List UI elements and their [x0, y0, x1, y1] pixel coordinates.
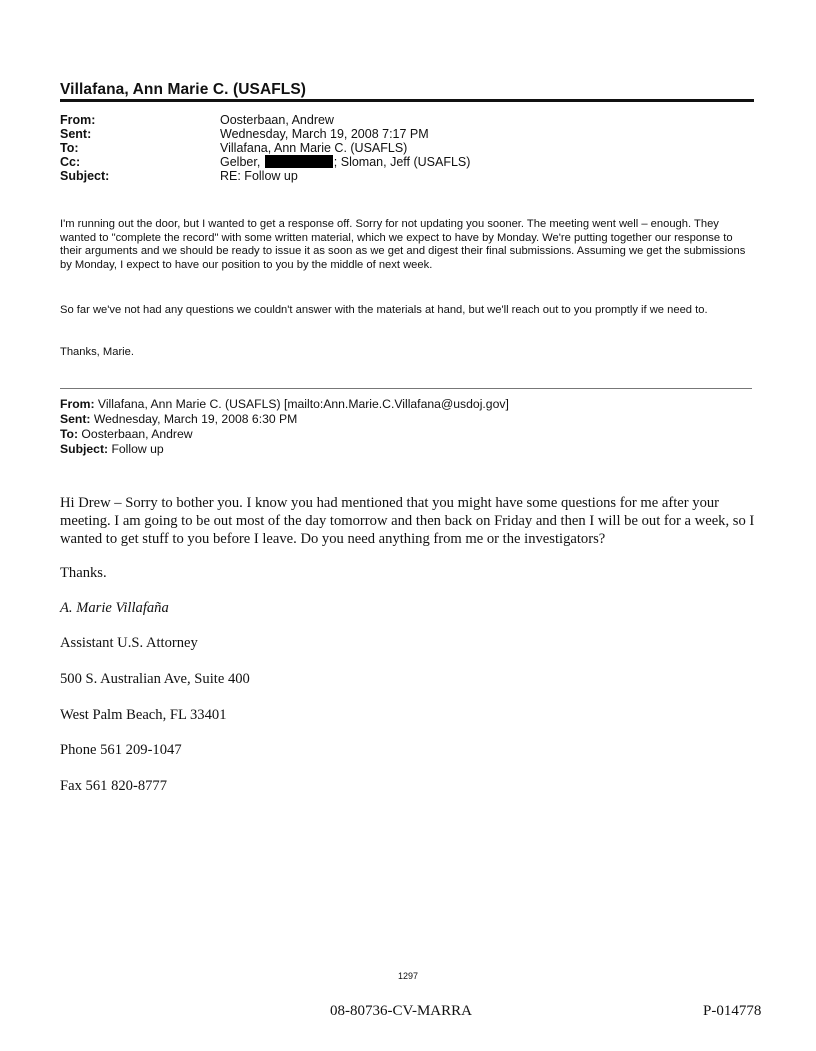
subject-value: RE: Follow up [220, 169, 298, 183]
email-title: Villafana, Ann Marie C. (USAFLS) [60, 81, 307, 98]
cc-label: Cc: [60, 155, 81, 169]
fwd-sent-value: Wednesday, March 19, 2008 6:30 PM [90, 412, 298, 426]
case-number: 08-80736-CV-MARRA [330, 1003, 472, 1019]
fwd-subject-value: Follow up [108, 442, 164, 456]
fwd-to-value: Oosterbaan, Andrew [78, 427, 193, 441]
cc-second: ; Sloman, Jeff (USAFLS) [333, 155, 471, 169]
fwd-to-label: To: [60, 427, 79, 441]
subject-label: Subject: [60, 169, 110, 183]
original-thanks: Thanks. [60, 565, 107, 581]
fwd-subject-line [60, 442, 164, 457]
signature-name: A. Marie Villafaña [60, 600, 169, 616]
from-value: Oosterbaan, Andrew [220, 113, 334, 127]
to-value: Villafana, Ann Marie C. (USAFLS) [220, 141, 408, 155]
fwd-from-line [60, 397, 509, 412]
original-message-body: Hi Drew – Sorry to bother you. I know you had mentioned that you might have some questions for me after your meeting. I am going to be out most of the day tomorrow and then back on Friday and then I will be out for a week, so I wanted to get stuff to you before I leave. Do you need anything from me or the investigators? [60, 495, 755, 547]
signature-address-line-1: 500 S. Australian Ave, Suite 400 [60, 671, 250, 687]
cc-first: Gelber, [220, 155, 261, 169]
fwd-subject-label: Subject: [60, 442, 109, 456]
reply-closing: Thanks, Marie. [60, 346, 134, 358]
fwd-from-value: Villafana, Ann Marie C. (USAFLS) [mailto:Ann.Marie.C.Villafana@usdoj.gov] [94, 397, 509, 411]
fwd-from-label: From: [60, 397, 95, 411]
page-number: 1297 [397, 971, 419, 981]
fwd-to-line [60, 427, 193, 442]
fwd-sent-line [60, 412, 297, 427]
redaction-block [265, 155, 333, 168]
to-label: To: [60, 141, 79, 155]
from-label: From: [60, 113, 96, 127]
fwd-sent-label: Sent: [60, 412, 91, 426]
signature-address-line-2: West Palm Beach, FL 33401 [60, 707, 227, 723]
signature-role: Assistant U.S. Attorney [60, 635, 198, 651]
signature-fax: Fax 561 820-8777 [60, 778, 168, 794]
sent-label: Sent: [60, 127, 92, 141]
title-rule [60, 99, 754, 102]
signature-phone: Phone 561 209-1047 [60, 742, 182, 758]
cc-value [220, 155, 470, 169]
forward-separator [60, 388, 752, 389]
sent-value: Wednesday, March 19, 2008 7:17 PM [220, 127, 429, 141]
bates-number: P-014778 [703, 1003, 762, 1019]
reply-paragraph-2: So far we've not had any questions we couldn't answer with the materials at hand, but we'll reach out to you promptly if we need to. [60, 304, 708, 316]
reply-paragraph-1: I'm running out the door, but I wanted to get a response off. Sorry for not updating you sooner. The meeting went well – enough. They wanted to "complete the record" with some written material, which we expect to have by Monday. We're putting together our response to their arguments and we should be ready to issue it as soon as we get and digest their final submissions. Assuming we get the submissions by Monday, I expect to have our position to you by the middle of next week. [60, 218, 746, 271]
